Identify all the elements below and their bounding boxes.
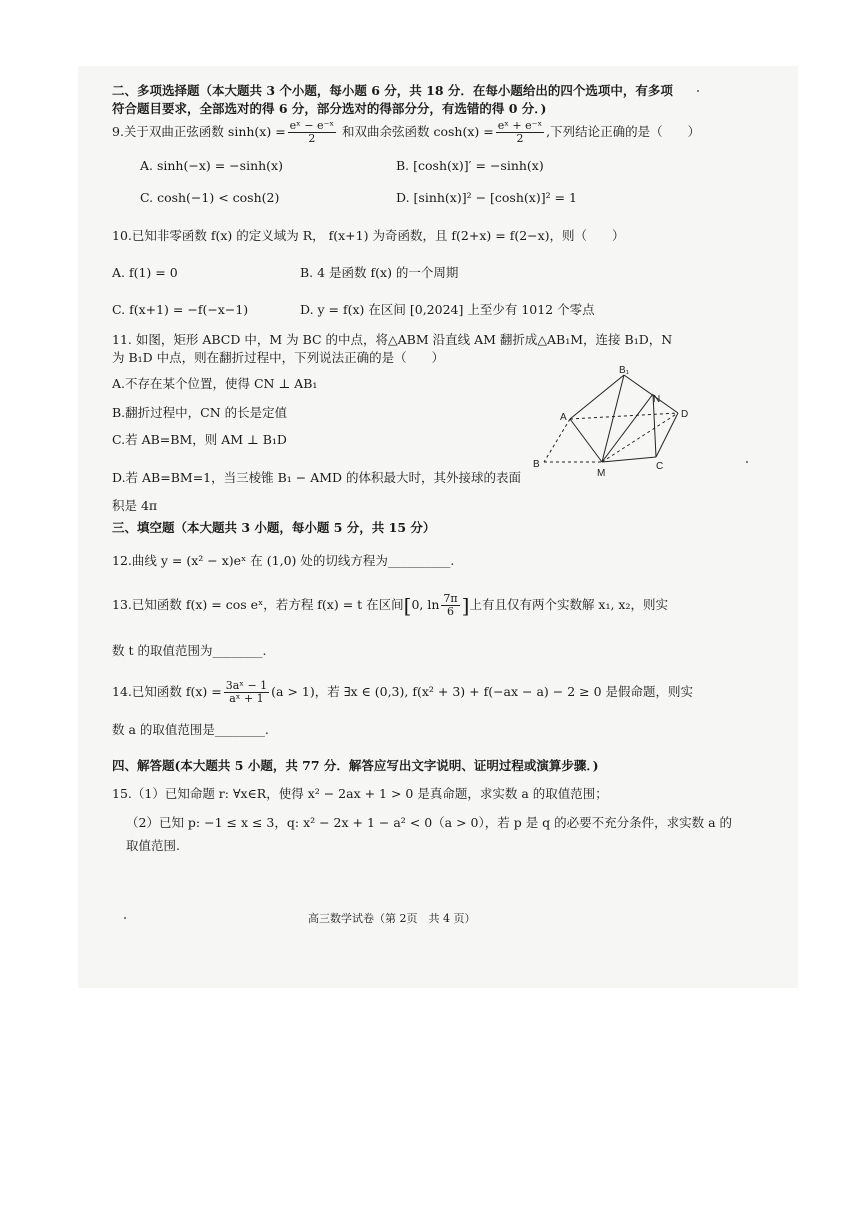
question-11-option-d-cont: 积是 4π bbox=[112, 498, 158, 513]
label-b: B bbox=[533, 459, 540, 470]
edge-m-c bbox=[602, 457, 656, 462]
label-a: A bbox=[560, 412, 567, 423]
question-11-option-d: D.若 AB=BM=1，当三棱锥 B₁ − AMD 的体积最大时，其外接球的表面 bbox=[112, 470, 522, 485]
section-3-header: 三、填空题（本大题共 3 小题，每小题 5 分，共 15 分） bbox=[112, 520, 436, 535]
question-11-option-b: B.翻折过程中，CN 的长是定值 bbox=[112, 405, 288, 420]
question-9-option-b: B. [cosh(x)]′ = −sinh(x) bbox=[396, 158, 544, 173]
question-12: 12.曲线 y = (x² − x)eˣ 在 (1,0) 处的切线方程为__________. bbox=[112, 553, 455, 568]
scan-speck bbox=[697, 90, 699, 92]
edge-b1-d bbox=[624, 375, 678, 413]
edge-a-b1 bbox=[570, 375, 624, 419]
question-9-option-d: D. [sinh(x)]² − [cosh(x)]² = 1 bbox=[396, 190, 577, 205]
section-2-header-cont: 符合题目要求，全部选对的得 6 分，部分选对的得部分分，有选错的得 0 分．) bbox=[112, 101, 547, 116]
edge-a-b-dashed bbox=[544, 419, 570, 462]
question-14-cont: 数 a 的取值范围是________. bbox=[112, 722, 269, 737]
question-14-stem: 14.已知函数 f(x) = $\frac{\text{3aˣ − 1}}{\text{aˣ + 1}}$ (a > 1)，若 ∃x ∈ (0,3), f(x² + 3) + f(−ax − a) − 2 ≥ 0 是假命题，则实 bbox=[112, 679, 694, 705]
scan-speck bbox=[746, 461, 748, 463]
question-9-option-a: A. sinh(−x) = −sinh(x) bbox=[140, 158, 283, 173]
question-15-part-1: 15.（1）已知命题 r: ∀x∈R，使得 x² − 2ax + 1 > 0 是真命题，求实数 a 的取值范围； bbox=[112, 786, 608, 801]
label-n: N bbox=[653, 394, 661, 405]
edge-a-d-dashed bbox=[570, 413, 678, 419]
question-10-option-b: B. 4 是函数 f(x) 的一个周期 bbox=[300, 265, 459, 280]
label-d: D bbox=[681, 409, 689, 420]
edge-m-d-dashed bbox=[602, 413, 678, 462]
section-4-header: 四、解答题(本大题共 5 小题，共 77 分．解答应写出文字说明、证明过程或演算步骤．) bbox=[112, 758, 599, 773]
label-m: M bbox=[597, 468, 606, 479]
question-9-stem: 9.关于双曲正弦函数 sinh(x) = $\frac{\text{eˣ − e⁻ˣ}}{2}$ 和双曲余弦函数 cosh(x) = $\frac{\text{eˣ + e⁻ˣ}}{2}$ ,下列结论正确的是（ ） bbox=[112, 119, 701, 145]
question-15-part-2: （2）已知 p: −1 ≤ x ≤ 3，q: x² − 2x + 1 − a² < 0（a > 0），若 p 是 q 的必要不充分条件，求实数 a 的 bbox=[126, 815, 733, 830]
question-13-stem: 13.已知函数 f(x) = cos eˣ，若方程 f(x) = t 在区间[0, ln $\frac{7\pi}{6}$ ]上有且仅有两个实数解 x₁, x₂，则实 bbox=[112, 592, 668, 618]
edge-m-n bbox=[602, 394, 653, 462]
scan-speck bbox=[124, 917, 126, 919]
section-2-header: 二、多项选择题（本大题共 3 个小题，每小题 6 分，共 18 分．在每小题给出的四个选项中，有多项 bbox=[112, 83, 673, 98]
edge-a-m bbox=[570, 419, 602, 462]
label-c: C bbox=[656, 461, 664, 472]
question-11-stem: 11. 如图，矩形 ABCD 中，M 为 BC 的中点，将△ABM 沿直线 AM 翻折成△AB₁M，连接 B₁D，N bbox=[112, 332, 673, 347]
question-13-cont: 数 t 的取值范围为________. bbox=[112, 643, 267, 658]
question-10-option-c: C. f(x+1) = −f(−x−1) bbox=[112, 302, 249, 317]
label-b1: B₁ bbox=[619, 365, 630, 376]
page-footer: 高三数学试卷（第 2页 共 4 页） bbox=[308, 912, 476, 925]
question-11-stem-cont: 为 B₁D 中点，则在翻折过程中，下列说法正确的是（ ） bbox=[112, 350, 445, 365]
edge-b1-m bbox=[602, 375, 624, 462]
folded-rectangle-figure bbox=[528, 365, 708, 480]
question-11-option-c: C.若 AB=BM，则 AM ⊥ B₁D bbox=[112, 432, 287, 447]
edge-c-d bbox=[656, 413, 678, 457]
question-10-option-a: A. f(1) = 0 bbox=[112, 265, 178, 280]
question-10-option-d: D. y = f(x) 在区间 [0,2024] 上至少有 1012 个零点 bbox=[300, 302, 595, 317]
question-15-part-2-cont: 取值范围. bbox=[126, 838, 180, 853]
question-9-option-c: C. cosh(−1) < cosh(2) bbox=[140, 190, 280, 205]
question-11-option-a: A.不存在某个位置，使得 CN ⊥ AB₁ bbox=[112, 376, 318, 391]
question-10-stem: 10.已知非零函数 f(x) 的定义域为 R， f(x+1) 为奇函数，且 f(2+x) = f(2−x)，则（ ） bbox=[112, 228, 625, 243]
